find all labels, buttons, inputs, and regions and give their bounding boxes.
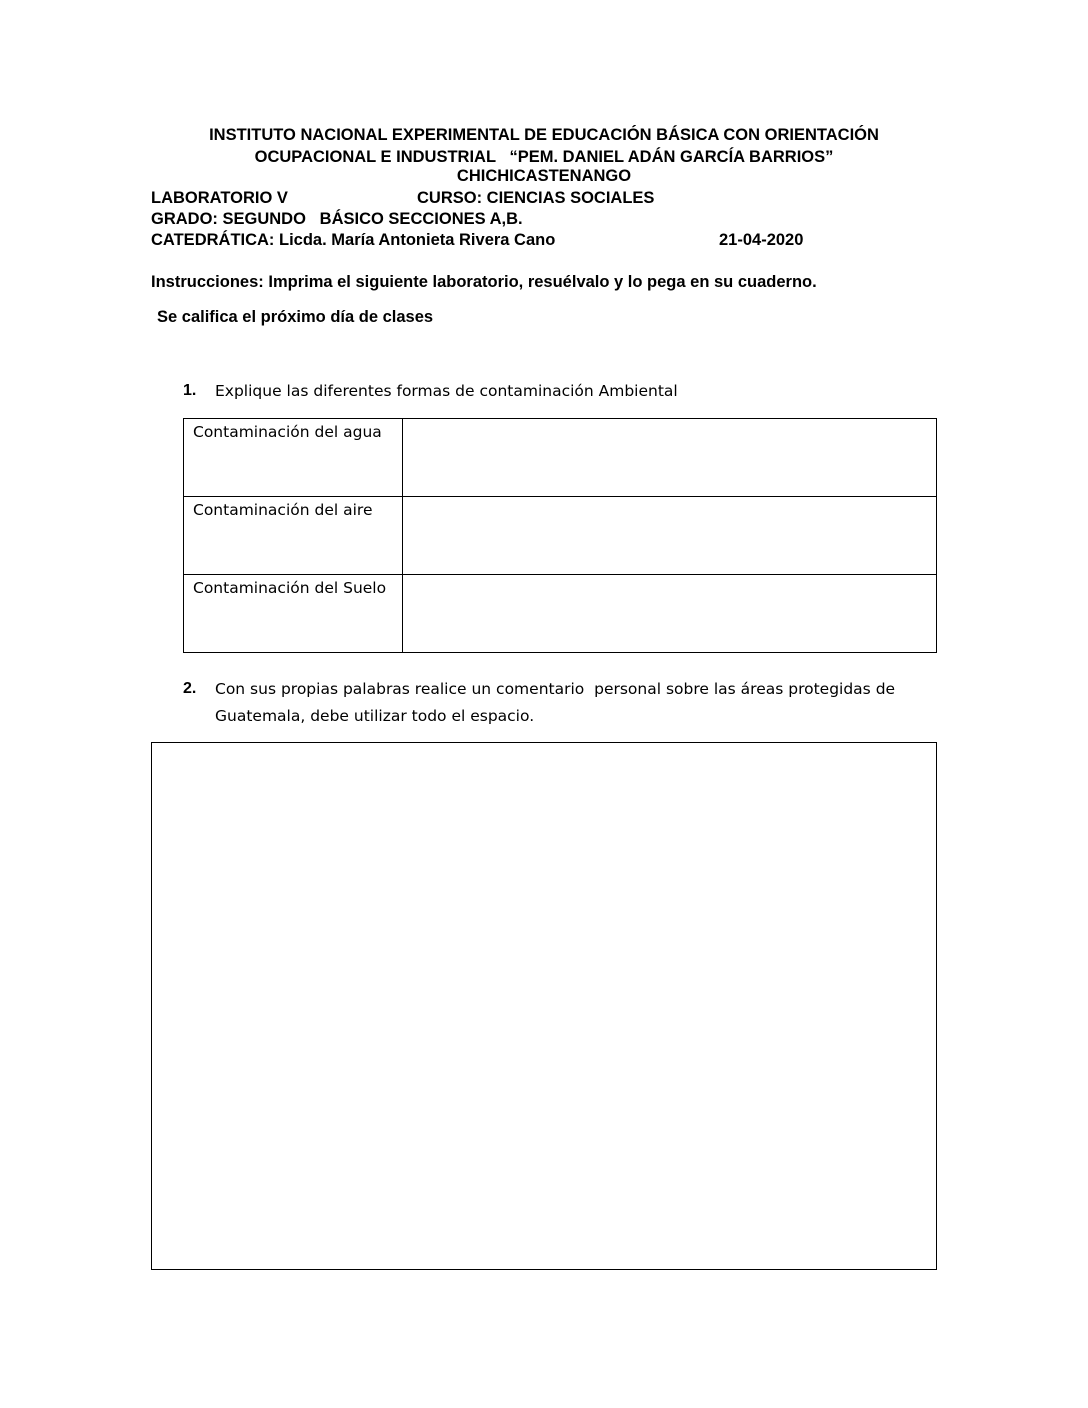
question-2-text-line1: Con sus propias palabras realice un comentario personal sobre las áreas protegidas de — [215, 680, 896, 698]
table-row — [184, 497, 937, 575]
school-name-line1: INSTITUTO NACIONAL EXPERIMENTAL DE EDUCACIÓN BÁSICA CON ORIENTACIÓN — [209, 126, 879, 144]
contamination-table — [183, 418, 937, 653]
answer-cell[interactable] — [403, 419, 937, 497]
school-city: CHICHICASTENANGO — [456, 167, 632, 185]
grade-info: GRADO: SEGUNDO BÁSICO SECCIONES A,B. — [151, 210, 523, 228]
answer-cell[interactable] — [403, 497, 937, 575]
table-row — [184, 419, 937, 497]
grading-note: Se califica el próximo día de clases — [157, 308, 434, 326]
comment-answer-box[interactable] — [151, 742, 937, 1270]
instructions: Instrucciones: Imprima el siguiente laboratorio, resuélvalo y lo pega en su cuaderno. — [151, 273, 817, 291]
row-label: Contaminación del aire — [184, 497, 403, 575]
course-name: CURSO: CIENCIAS SOCIALES — [417, 189, 655, 207]
question-1-text: Explique las diferentes formas de contaminación Ambiental — [215, 382, 678, 400]
school-name-line2: OCUPACIONAL E INDUSTRIAL “PEM. DANIEL ADÁN GARCÍA BARRIOS” — [254, 148, 834, 166]
date: 21-04-2020 — [719, 231, 804, 249]
question-1-number: 1. — [183, 382, 197, 399]
question-2-number: 2. — [183, 680, 197, 697]
question-2-text-line2: Guatemala, debe utilizar todo el espacio. — [215, 707, 535, 725]
row-label: Contaminación del Suelo — [184, 575, 403, 653]
answer-cell[interactable] — [403, 575, 937, 653]
table-row — [184, 575, 937, 653]
row-label: Contaminación del agua — [184, 419, 403, 497]
lab-title: LABORATORIO V — [151, 189, 288, 207]
teacher-name: CATEDRÁTICA: Licda. María Antonieta Rivera Cano — [151, 231, 556, 249]
